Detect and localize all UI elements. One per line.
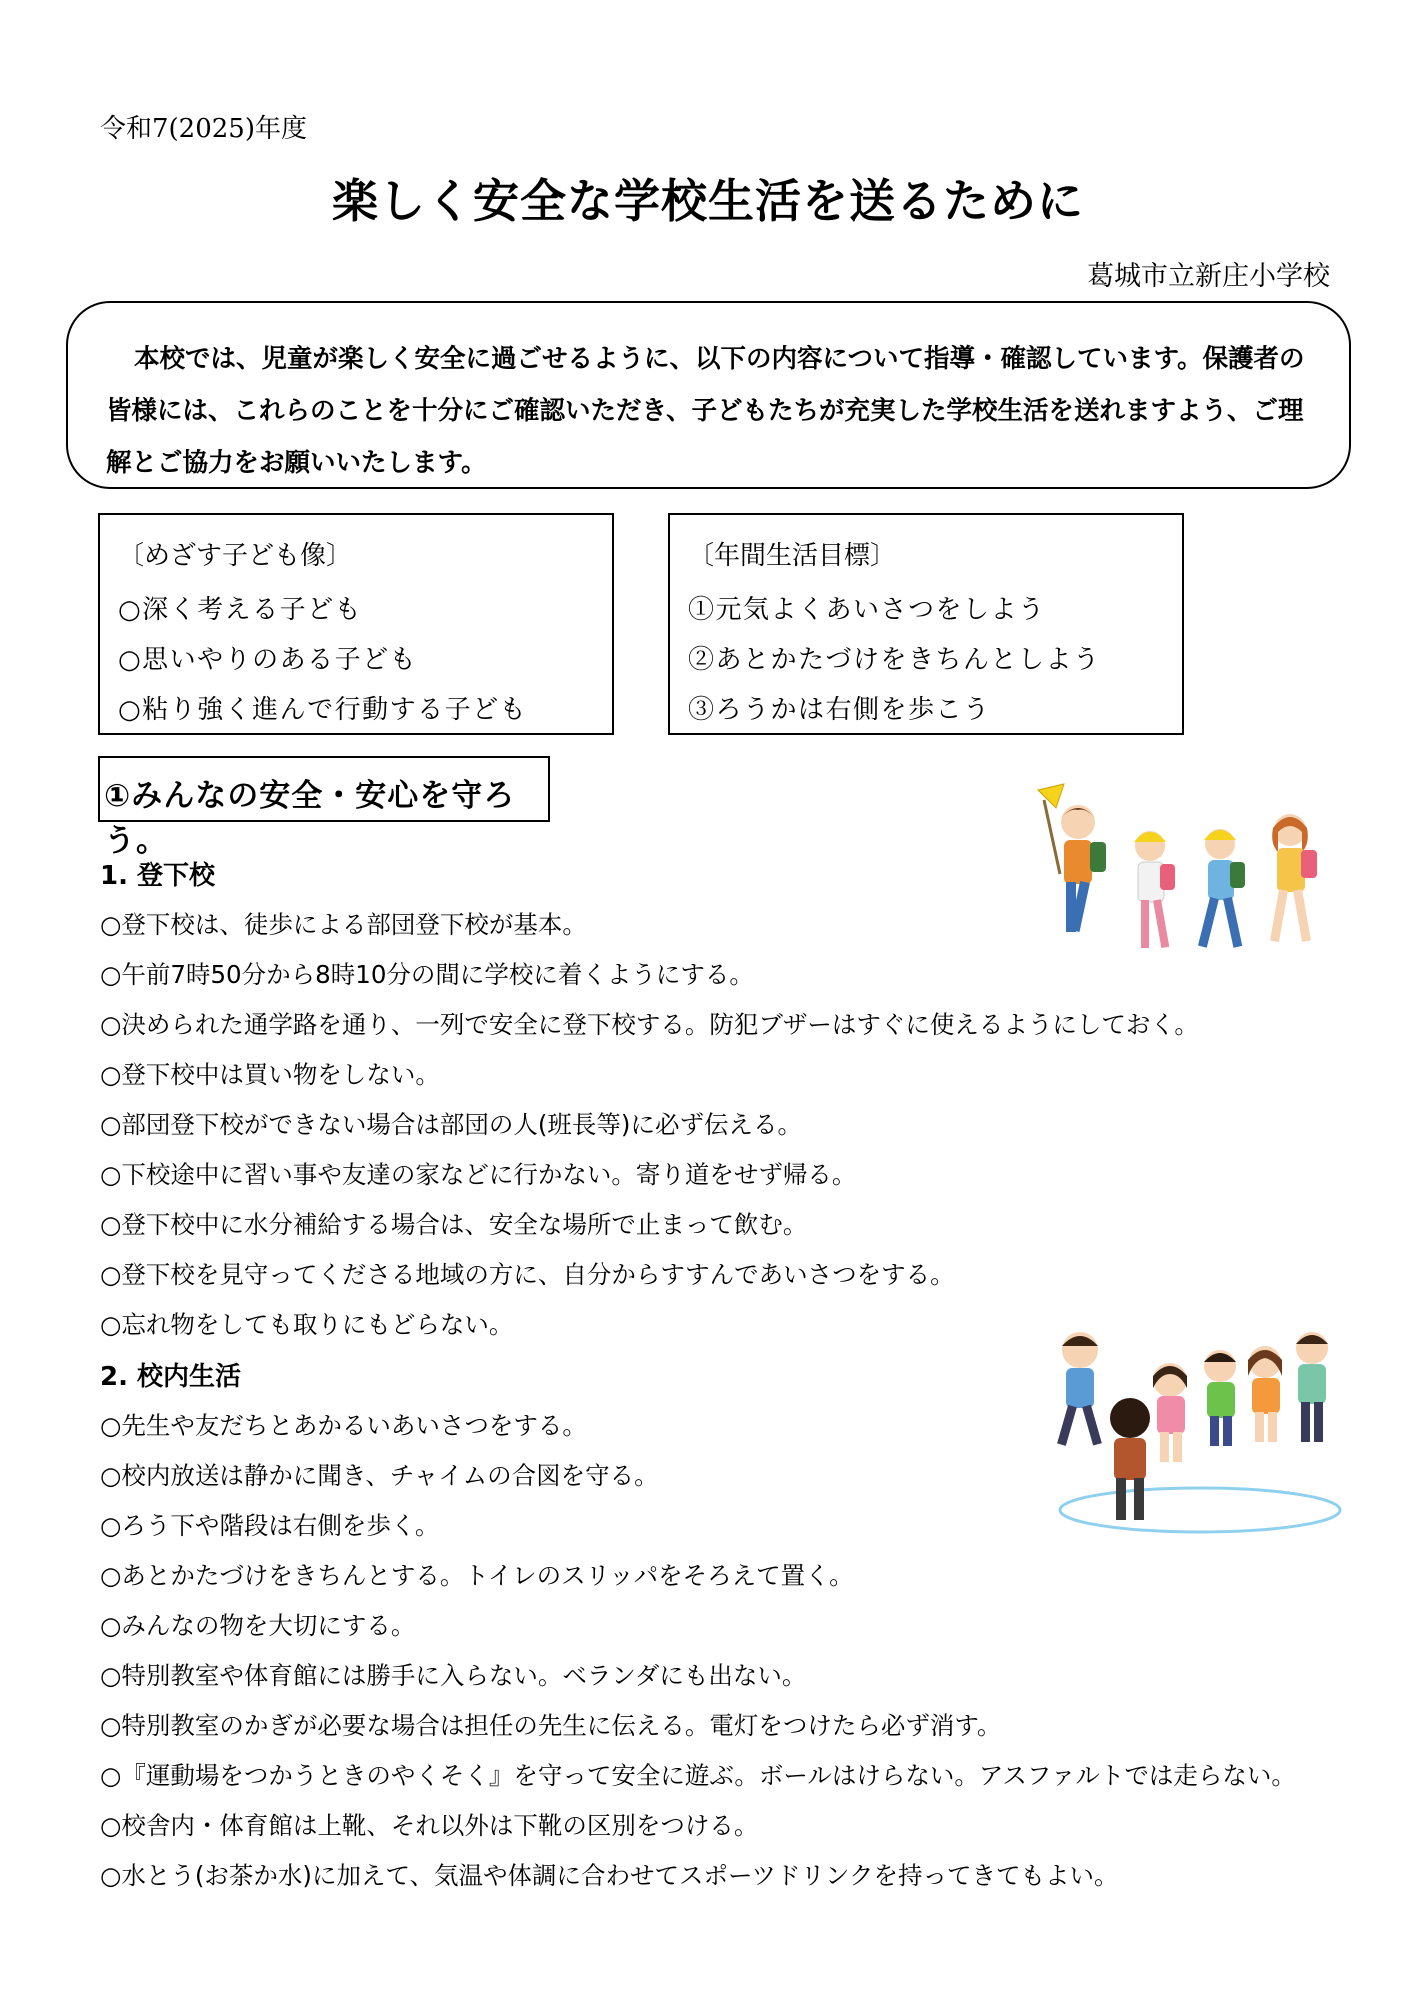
goal-item: ○深く考える子ども	[118, 595, 363, 625]
rule-item: ○校内放送は静かに聞き、チャイムの合図を守る。	[100, 1461, 659, 1490]
rule-item: ○特別教室のかぎが必要な場合は担任の先生に伝える。電灯をつけたら必ず消す。	[100, 1711, 1002, 1740]
rule-item: ○校舎内・体育館は上靴、それ以外は下靴の区別をつける。	[100, 1811, 759, 1840]
page-title: 楽しく安全な学校生活を送るために	[332, 174, 1084, 228]
rule-item: ○登下校を見守ってくださる地域の方に、自分からすすんであいさつをする。	[100, 1260, 955, 1289]
rule-item: ○下校途中に習い事や友達の家などに行かない。寄り道をせず帰る。	[100, 1160, 857, 1189]
rule-item: ○ろう下や階段は右側を歩く。	[100, 1511, 440, 1540]
rule-item: ○みんなの物を大切にする。	[100, 1611, 416, 1640]
school-name: 葛城市立新庄小学校	[1087, 261, 1330, 292]
school-life-heading: 2. 校内生活	[100, 1362, 242, 1392]
annual-goal-item: ①元気よくあいさつをしよう	[688, 595, 1046, 625]
rule-item: ○決められた通学路を通り、一列で安全に登下校する。防犯ブザーはすぐに使えるようにしておく。	[100, 1010, 1199, 1039]
intro-box	[66, 301, 1351, 489]
rule-item: ○水とう(お茶か水)に加えて、気温や体調に合わせてスポーツドリンクを持ってきてもよい。	[100, 1861, 1119, 1890]
rule-item: ○先生や友だちとあかるいあいさつをする。	[100, 1411, 587, 1440]
rule-item: ○午前7時50分から8時10分の間に学校に着くようにする。	[100, 960, 754, 989]
rule-item: ○特別教室や体育館には勝手に入らない。ベランダにも出ない。	[100, 1661, 807, 1690]
rule-item: ○登下校中は買い物をしない。	[100, 1060, 440, 1089]
commute-list	[100, 900, 1199, 1350]
goals-box	[98, 513, 614, 735]
goal-item: ○粘り強く進んで行動する子ども	[118, 695, 528, 725]
section-heading: ①みんなの安全・安心を守ろう。	[98, 756, 550, 822]
annual-goals-heading: 〔年間生活目標〕	[688, 541, 897, 571]
intro-text: 本校では、児童が楽しく安全に過ごせるように、以下の内容について指導・確認しています。保護者の皆様には、これらのことを十分にご確認いただき、子どもたちが充実した学校生活を送れますよう、ご理解とご協力をお願いいたします。	[106, 344, 1305, 478]
rule-item: ○『運動場をつかうときのやくそく』を守って安全に遊ぶ。ボールはけらない。アスファルトでは走らない。	[100, 1761, 1296, 1790]
annual-goal-item: ③ろうかは右側を歩こう	[688, 695, 991, 725]
school-life-list	[100, 1401, 1296, 1901]
rule-item: ○あとかたづけをきちんとする。トイレのスリッパをそろえて置く。	[100, 1561, 854, 1590]
rule-item: ○登下校中に水分補給する場合は、安全な場所で止まって飲む。	[100, 1210, 808, 1239]
rule-item: ○忘れ物をしても取りにもどらない。	[100, 1310, 514, 1339]
rule-item: ○部団登下校ができない場合は部団の人(班長等)に必ず伝える。	[100, 1110, 802, 1139]
annual-goal-item: ②あとかたづけをきちんとしよう	[688, 645, 1101, 675]
goals-heading: 〔めざす子ども像〕	[118, 541, 353, 571]
goal-item: ○思いやりのある子ども	[118, 645, 418, 675]
commute-heading: 1. 登下校	[100, 861, 216, 891]
rule-item: ○登下校は、徒歩による部団登下校が基本。	[100, 910, 587, 939]
fiscal-year: 令和7(2025)年度	[100, 114, 307, 144]
annual-goals-box	[668, 513, 1184, 735]
